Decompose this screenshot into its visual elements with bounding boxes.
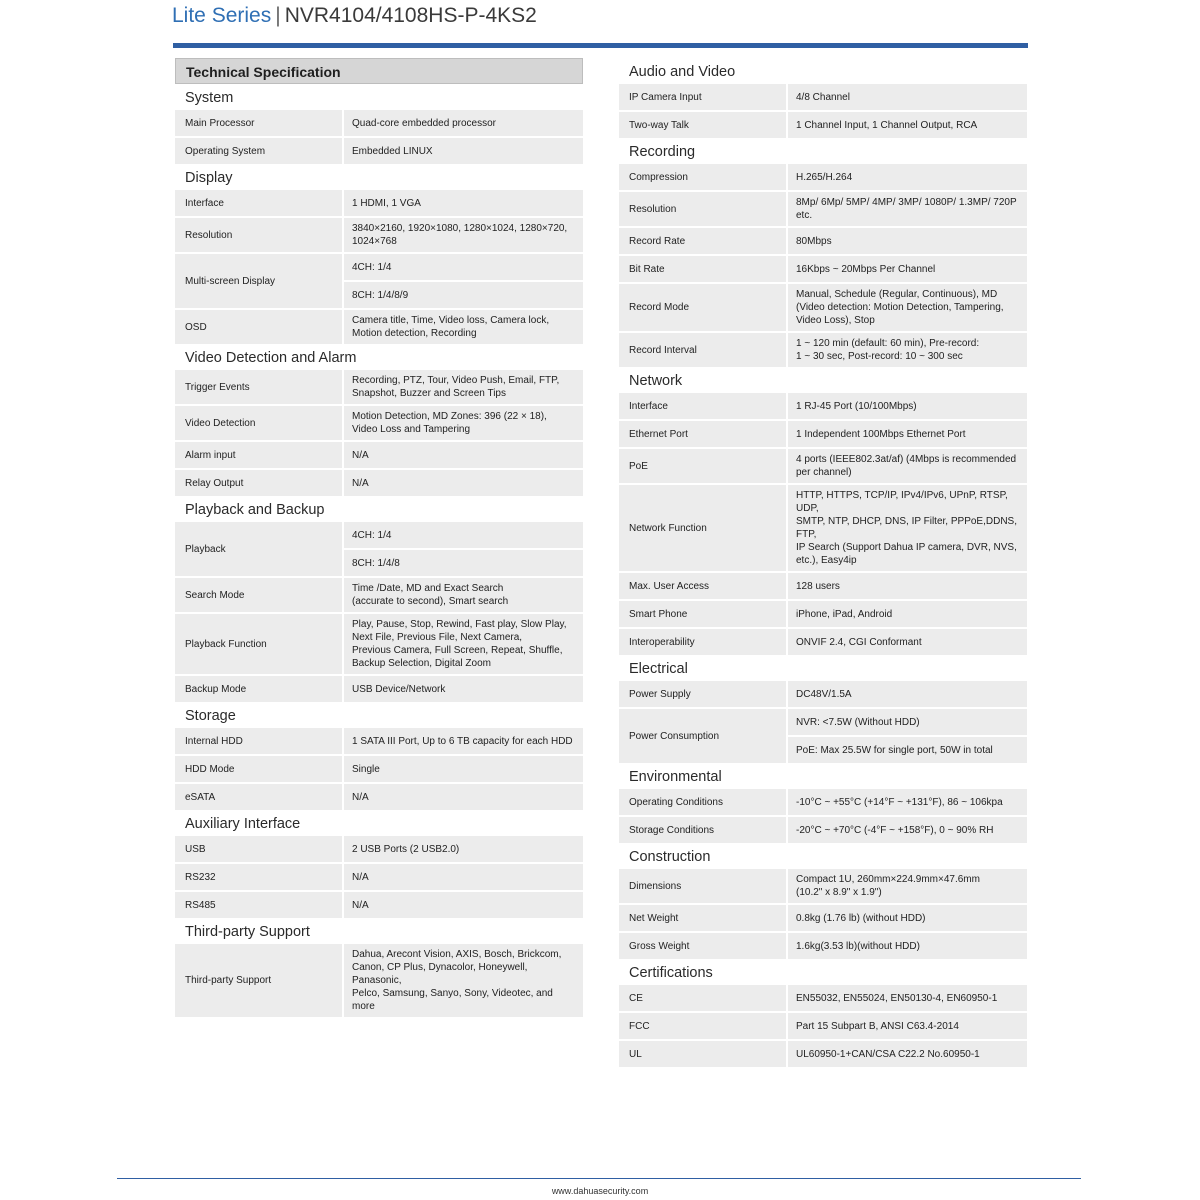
spec-row-ethernet-port (619, 421, 1027, 447)
spec-value: 0.8kg (1.76 lb) (without HDD) (788, 905, 1027, 931)
spec-label: Resolution (175, 218, 342, 252)
spec-value: N/A (344, 892, 583, 918)
spec-row-power-supply (619, 681, 1027, 707)
footer-url: www.dahuasecurity.com (551, 1186, 649, 1196)
spec-values (788, 112, 1027, 138)
spec-row-smart-phone (619, 601, 1027, 627)
section-title-system: System (185, 90, 234, 106)
spec-value: 128 users (788, 573, 1027, 599)
spec-value: 1 ~ 120 min (default: 60 min), Pre-record: 1 ~ 30 sec, Post-record: 10 ~ 300 sec (788, 333, 1027, 367)
spec-row-interoperability (619, 629, 1027, 655)
spec-value: 3840×2160, 1920×1080, 1280×1024, 1280×720, 1024×768 (344, 218, 583, 252)
spec-value: Quad-core embedded processor (344, 110, 583, 136)
spec-label: Playback (175, 522, 342, 576)
spec-values (344, 370, 583, 404)
spec-values (344, 728, 583, 754)
spec-row-playback (175, 522, 583, 576)
spec-values (788, 421, 1027, 447)
spec-value: 1 RJ-45 Port (10/100Mbps) (788, 393, 1027, 419)
spec-value: N/A (344, 470, 583, 496)
spec-row-usb (175, 836, 583, 862)
spec-row-gross-weight (619, 933, 1027, 959)
spec-value: 1.6kg(3.53 lb)(without HDD) (788, 933, 1027, 959)
spec-row-resolution (619, 192, 1027, 226)
spec-row-search-mode (175, 578, 583, 612)
spec-row-resolution (175, 218, 583, 252)
spec-label: Interoperability (619, 629, 786, 655)
spec-value: NVR: <7.5W (Without HDD) (788, 709, 1027, 735)
spec-values (344, 578, 583, 612)
spec-values (788, 709, 1027, 763)
spec-values (344, 190, 583, 216)
spec-values (788, 192, 1027, 226)
spec-label: Third-party Support (175, 944, 342, 1017)
spec-value: 8CH: 1/4/8 (344, 550, 583, 576)
spec-value: 4 ports (IEEE802.3at/af) (4Mbps is recommended per channel) (788, 449, 1027, 483)
spec-row-net-weight (619, 905, 1027, 931)
right-column (619, 58, 1027, 1069)
spec-values (788, 869, 1027, 903)
spec-label: Multi-screen Display (175, 254, 342, 308)
section-title-storage: Storage (185, 708, 236, 724)
spec-value: PoE: Max 25.5W for single port, 50W in total (788, 737, 1027, 763)
spec-value: Manual, Schedule (Regular, Continuous), MD (Video detection: Motion Detection, Tampering, Video Loss), Stop (788, 284, 1027, 331)
section-title-third-party-support: Third-party Support (185, 924, 310, 940)
spec-row-internal-hdd (175, 728, 583, 754)
spec-value: H.265/H.264 (788, 164, 1027, 190)
spec-values (788, 84, 1027, 110)
spec-label: Power Supply (619, 681, 786, 707)
spec-value: N/A (344, 864, 583, 890)
spec-row-power-consumption (619, 709, 1027, 763)
spec-row-two-way-talk (619, 112, 1027, 138)
spec-values (344, 310, 583, 344)
left-column (175, 58, 583, 1019)
spec-row-poe (619, 449, 1027, 483)
header-separator: | (275, 4, 281, 27)
spec-values (344, 218, 583, 252)
spec-label: Operating System (175, 138, 342, 164)
spec-row-storage-conditions (619, 817, 1027, 843)
spec-row-trigger-events (175, 370, 583, 404)
spec-values (788, 681, 1027, 707)
spec-row-hdd-mode (175, 756, 583, 782)
spec-row-ip-camera-input (619, 84, 1027, 110)
spec-values (788, 256, 1027, 282)
spec-row-video-detection (175, 406, 583, 440)
spec-values (788, 485, 1027, 571)
spec-row-operating-conditions (619, 789, 1027, 815)
spec-row-rs485 (175, 892, 583, 918)
section-title-environmental: Environmental (629, 769, 722, 785)
spec-value: Motion Detection, MD Zones: 396 (22 × 18), Video Loss and Tampering (344, 406, 583, 440)
spec-label: Relay Output (175, 470, 342, 496)
spec-label: Max. User Access (619, 573, 786, 599)
spec-row-multi-screen-display (175, 254, 583, 308)
spec-values (788, 789, 1027, 815)
spec-row-backup-mode (175, 676, 583, 702)
header-rule (173, 43, 1028, 48)
spec-value: 80Mbps (788, 228, 1027, 254)
spec-values (344, 944, 583, 1017)
spec-values (344, 406, 583, 440)
spec-values (344, 864, 583, 890)
spec-row-third-party-support (175, 944, 583, 1017)
spec-value: 16Kbps ~ 20Mbps Per Channel (788, 256, 1027, 282)
spec-title: Technical Specification (175, 58, 583, 84)
spec-label: Power Consumption (619, 709, 786, 763)
spec-value: Embedded LINUX (344, 138, 583, 164)
section-title-display: Display (185, 170, 233, 186)
spec-values (788, 164, 1027, 190)
spec-label: RS485 (175, 892, 342, 918)
spec-label: FCC (619, 1013, 786, 1039)
spec-value: 4CH: 1/4 (344, 522, 583, 548)
spec-values (344, 254, 583, 308)
spec-row-esata (175, 784, 583, 810)
spec-value: 8Mp/ 6Mp/ 5MP/ 4MP/ 3MP/ 1080P/ 1.3MP/ 720P etc. (788, 192, 1027, 226)
spec-label: Gross Weight (619, 933, 786, 959)
spec-row-record-rate (619, 228, 1027, 254)
spec-values (788, 284, 1027, 331)
spec-values (788, 449, 1027, 483)
spec-values (344, 110, 583, 136)
spec-label: Two-way Talk (619, 112, 786, 138)
spec-value: Part 15 Subpart B, ANSI C63.4-2014 (788, 1013, 1027, 1039)
spec-label: Internal HDD (175, 728, 342, 754)
spec-values (788, 985, 1027, 1011)
spec-label: PoE (619, 449, 786, 483)
spec-value: Single (344, 756, 583, 782)
spec-label: Dimensions (619, 869, 786, 903)
spec-row-interface (619, 393, 1027, 419)
section-title-audio-and-video: Audio and Video (629, 64, 736, 80)
spec-label: Compression (619, 164, 786, 190)
spec-values (788, 573, 1027, 599)
spec-value: 2 USB Ports (2 USB2.0) (344, 836, 583, 862)
spec-values (344, 784, 583, 810)
spec-values (344, 442, 583, 468)
spec-values (344, 614, 583, 674)
spec-value: 4/8 Channel (788, 84, 1027, 110)
spec-values (788, 601, 1027, 627)
spec-label: Operating Conditions (619, 789, 786, 815)
spec-value: N/A (344, 442, 583, 468)
spec-label: Resolution (619, 192, 786, 226)
spec-value: Play, Pause, Stop, Rewind, Fast play, Slow Play, Next File, Previous File, Next Camera, Previous Camera, Full Screen, Repeat, Shuffle, Backup Selection, Digital Zoom (344, 614, 583, 674)
spec-values (344, 756, 583, 782)
spec-label: Bit Rate (619, 256, 786, 282)
spec-value: UL60950-1+CAN/CSA C22.2 No.60950-1 (788, 1041, 1027, 1067)
spec-label: Network Function (619, 485, 786, 571)
spec-values (788, 629, 1027, 655)
spec-row-fcc (619, 1013, 1027, 1039)
spec-value: ONVIF 2.4, CGI Conformant (788, 629, 1027, 655)
spec-value: EN55032, EN55024, EN50130-4, EN60950-1 (788, 985, 1027, 1011)
spec-values (788, 817, 1027, 843)
spec-label: CE (619, 985, 786, 1011)
spec-value: 8CH: 1/4/8/9 (344, 282, 583, 308)
spec-value: -20°C ~ +70°C (-4°F ~ +158°F), 0 ~ 90% RH (788, 817, 1027, 843)
spec-value: Dahua, Arecont Vision, AXIS, Bosch, Brickcom, Canon, CP Plus, Dynacolor, Honeywell, Panasonic, Pelco, Samsung, Sanyo, Sony, Videotec, and more (344, 944, 583, 1017)
spec-label: Net Weight (619, 905, 786, 931)
spec-values (344, 138, 583, 164)
spec-label: Trigger Events (175, 370, 342, 404)
spec-label: IP Camera Input (619, 84, 786, 110)
spec-value: iPhone, iPad, Android (788, 601, 1027, 627)
spec-label: Interface (175, 190, 342, 216)
spec-row-osd (175, 310, 583, 344)
spec-row-relay-output (175, 470, 583, 496)
spec-value: 1 SATA III Port, Up to 6 TB capacity for each HDD (344, 728, 583, 754)
spec-label: UL (619, 1041, 786, 1067)
spec-value: 4CH: 1/4 (344, 254, 583, 280)
spec-label: OSD (175, 310, 342, 344)
spec-value: N/A (344, 784, 583, 810)
spec-row-record-mode (619, 284, 1027, 331)
spec-values (788, 333, 1027, 367)
section-title-auxiliary-interface: Auxiliary Interface (185, 816, 301, 832)
spec-row-max-user-access (619, 573, 1027, 599)
section-title-certifications: Certifications (629, 965, 713, 981)
section-title-network: Network (629, 373, 683, 389)
spec-label: Smart Phone (619, 601, 786, 627)
spec-row-network-function (619, 485, 1027, 571)
spec-label: USB (175, 836, 342, 862)
spec-value: Time /Date, MD and Exact Search (accurate to second), Smart search (344, 578, 583, 612)
spec-values (344, 470, 583, 496)
spec-label: RS232 (175, 864, 342, 890)
spec-label: Search Mode (175, 578, 342, 612)
spec-value: Recording, PTZ, Tour, Video Push, Email, FTP, Snapshot, Buzzer and Screen Tips (344, 370, 583, 404)
spec-values (788, 933, 1027, 959)
spec-row-ul (619, 1041, 1027, 1067)
spec-value: 1 Independent 100Mbps Ethernet Port (788, 421, 1027, 447)
spec-value: 1 Channel Input, 1 Channel Output, RCA (788, 112, 1027, 138)
series-name: Lite Series (172, 4, 272, 27)
spec-label: Storage Conditions (619, 817, 786, 843)
model-name: NVR4104/4108HS-P-4KS2 (284, 4, 537, 27)
spec-row-record-interval (619, 333, 1027, 367)
spec-value: HTTP, HTTPS, TCP/IP, IPv4/IPv6, UPnP, RTSP, UDP, SMTP, NTP, DHCP, DNS, IP Filter, PPPoE,DDNS, FTP, IP Search (Support Dahua IP camera, DVR, NVS, etc.), Easy4ip (788, 485, 1027, 571)
spec-label: Backup Mode (175, 676, 342, 702)
section-title-recording: Recording (629, 144, 696, 160)
spec-values (344, 522, 583, 576)
section-title-playback-and-backup: Playback and Backup (185, 502, 325, 518)
spec-value: Compact 1U, 260mm×224.9mm×47.6mm (10.2" x 8.9" x 1.9") (788, 869, 1027, 903)
spec-row-ce (619, 985, 1027, 1011)
spec-label: Ethernet Port (619, 421, 786, 447)
spec-value: Camera title, Time, Video loss, Camera lock, Motion detection, Recording (344, 310, 583, 344)
spec-row-operating-system (175, 138, 583, 164)
spec-row-playback-function (175, 614, 583, 674)
spec-label: Record Rate (619, 228, 786, 254)
spec-values (344, 892, 583, 918)
spec-label: Interface (619, 393, 786, 419)
spec-label: Record Mode (619, 284, 786, 331)
spec-label: Video Detection (175, 406, 342, 440)
spec-label: eSATA (175, 784, 342, 810)
spec-label: Main Processor (175, 110, 342, 136)
spec-label: Record Interval (619, 333, 786, 367)
spec-label: Playback Function (175, 614, 342, 674)
spec-label: HDD Mode (175, 756, 342, 782)
spec-values (788, 1041, 1027, 1067)
spec-values (788, 228, 1027, 254)
spec-values (344, 836, 583, 862)
spec-row-rs232 (175, 864, 583, 890)
spec-row-main-processor (175, 110, 583, 136)
spec-row-dimensions (619, 869, 1027, 903)
spec-row-bit-rate (619, 256, 1027, 282)
spec-value: DC48V/1.5A (788, 681, 1027, 707)
spec-row-compression (619, 164, 1027, 190)
section-title-construction: Construction (629, 849, 711, 865)
section-title-electrical: Electrical (629, 661, 688, 677)
spec-values (344, 676, 583, 702)
spec-row-alarm-input (175, 442, 583, 468)
spec-values (788, 905, 1027, 931)
document-header (172, 4, 537, 28)
spec-value: USB Device/Network (344, 676, 583, 702)
spec-value: 1 HDMI, 1 VGA (344, 190, 583, 216)
spec-values (788, 1013, 1027, 1039)
spec-values (788, 393, 1027, 419)
section-title-video-detection-and-alarm: Video Detection and Alarm (185, 350, 357, 366)
spec-value: -10°C ~ +55°C (+14°F ~ +131°F), 86 ~ 106kpa (788, 789, 1027, 815)
spec-label: Alarm input (175, 442, 342, 468)
footer-rule (117, 1178, 1081, 1179)
spec-row-interface (175, 190, 583, 216)
